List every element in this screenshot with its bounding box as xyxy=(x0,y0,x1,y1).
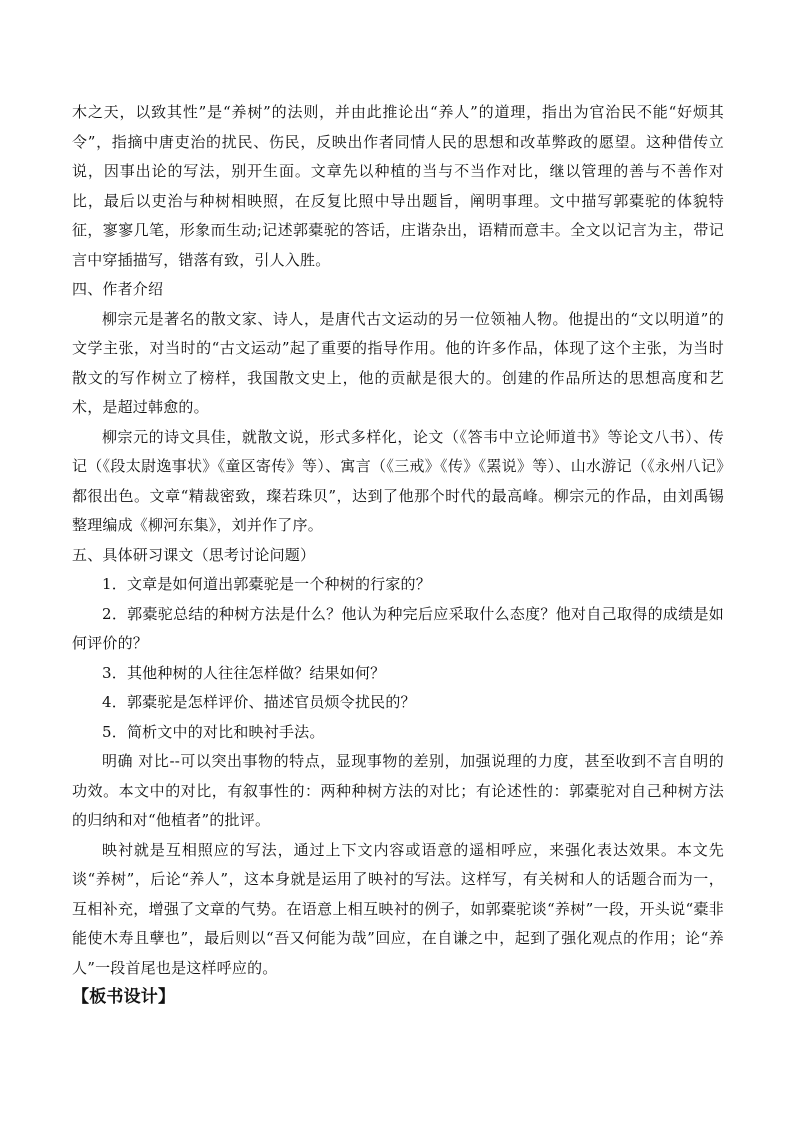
board-design-heading: 【板书设计】 xyxy=(72,987,176,1007)
question-5: 5．简析文中的对比和映衬手法。 xyxy=(102,722,325,741)
question-1: 1．文章是如何道出郭橐驼是一个种树的行家的？ xyxy=(102,575,431,593)
paragraph-author-intro: 柳宗元是著名的散文家、诗人，是唐代古文运动的另一位领袖人物。他提出的“文以明道”的文学主张，对当时的“古文运动”起了重要的指导作用。他的许多作品，体现了这个主张，为当时散文的写作树立了榜样，我国散文史上，他的贡献是很大的。创建的作品所达的思想高度和艺术，是超过韩愈的。 xyxy=(72,309,724,416)
question-3: 3．其他种树的人往往怎样做？结果如何？ xyxy=(102,663,386,682)
paragraph-analysis: 木之天，以致其性”是“养树”的法则，并由此推论出“养人”的道理，指出为官治民不能“好烦其令”，指摘中唐吏治的扰民、伤民，反映出作者同情人民的思想和改革弊政的愿望。这种借传立说，因事出论的写法，别开生面。文章先以种植的当与不当作对比，继以管理的善与不善作对比，最后以吏治与种树相映照，在反复比照中导出题旨，阐明事理。文中描写郭橐驼的体貌特征，寥寥几笔，形象而生动;记述郭橐驼的答话，庄谐杂出，语精而意丰。全文以记言为主，带记言中穿插描写，错落有致，引人入胜。 xyxy=(72,103,724,269)
document-body xyxy=(72,98,724,1013)
paragraph-foil: 映衬就是互相照应的写法，通过上下文内容或语意的遥相呼应，来强化表达效果。本文先谈“养树”，后论“养人”，这本身就是运用了映衬的写法。这样写，有关树和人的话题合而为一，互相补充，增强了文章的气势。在语意上相互映衬的例子，如郭橐驼谈“养树”一段，开头说“橐非能使木寿且孽也”，最后则以“吾又何能为哉”回应，在自谦之中，起到了强化观点的作用；论“养人”一段首尾也是这样呼应的。 xyxy=(72,840,724,977)
paragraph-contrast: 明确 对比--可以突出事物的特点，显现事物的差别，加强说理的力度，甚至收到不言自明的功效。本文中的对比，有叙事性的：两种种树方法的对比；有论述性的：郭橐驼对自己种树方法的归纳和对“他植者”的批评。 xyxy=(72,752,724,829)
section-heading-study: 五、具体研习课文（思考讨论问题） xyxy=(72,545,316,564)
question-2: 2．郭橐驼总结的种树方法是什么？他认为种完后应采取什么态度？他对自己取得的成绩是如何评价的？ xyxy=(72,604,724,652)
section-heading-author: 四、作者介绍 xyxy=(72,280,164,298)
paragraph-author-works: 柳宗元的诗文具佳，就散文说，形式多样化，论文（《答韦中立论师道书》等论文八书）、传记（《段太尉逸事状》《童区寄传》等）、寓言（《三戒》《传》《罴说》等）、山水游记（《永州八记》都很出色。文章“精裁密致，璨若珠贝”，达到了他那个时代的最高峰。柳宗元的作品，由刘禹锡整理编成《柳河东集》，刘并作了序。 xyxy=(72,427,724,534)
question-4: 4．郭橐驼是怎样评价、描述官员烦令扰民的？ xyxy=(102,693,416,711)
